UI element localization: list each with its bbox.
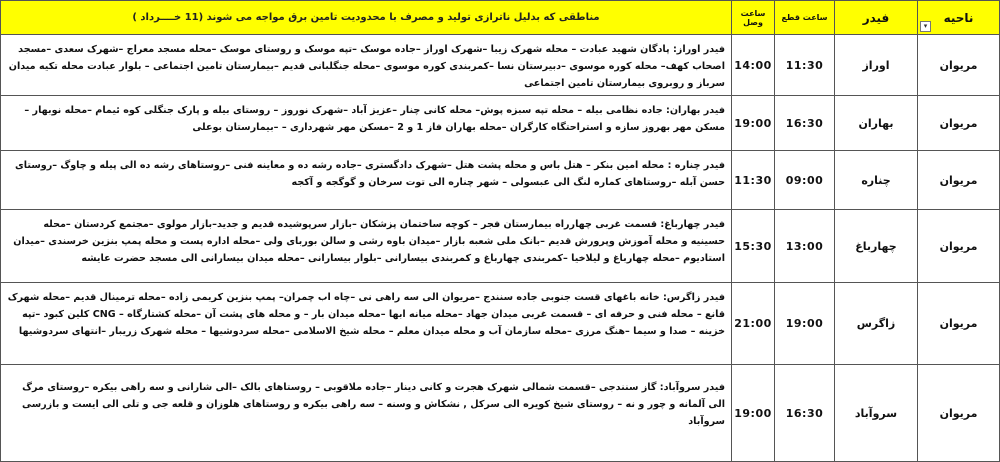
cut-time-cell: 19:00 xyxy=(775,283,835,365)
areas-cell: فیدر چهارباغ: قسمت غربی چهارراه بیمارستان فجر – کوچه ساختمان پزشکان –بازار سرپوشیده قدیم و جدید–بازار مولوی –مجتمع کردستان –محله حسینیه و محله آموزش وپرورش قدیم –بانک ملی شعبه بازار –میدان باوه رشی و سالن بوربای ولی –محله اداره پست و محله پمپ بنزین خرسندی –میدان استادیوم –محله چهارباغ و لیلاخیا –کمربندی چهارباغ و کمربندی بیسارانی –بلوار بیسارانی –محله میدان بیسارانی الی مسجد حضرت عایشه xyxy=(1,210,732,283)
feeder-cell: اوراز xyxy=(835,35,918,96)
table-row xyxy=(1,96,1000,151)
region-cell: مریوان xyxy=(918,283,1000,365)
header-areas-title: مناطقی که بدلیل ناترازی تولید و مصرف با محدودیت تامین برق مواجه می شوند (11 خــــرداد ) xyxy=(1,1,732,35)
region-cell: مریوان xyxy=(918,210,1000,283)
feeder-cell: زاگرس xyxy=(835,283,918,365)
areas-cell: فیدر سروآباد: گاز سنندجی –قسمت شمالی شهرک هجرت و کانی دینار –جاده ملاقوبی – روستاهای بالک –الی شارانی و سه راهی بیکره –روستای مرگ الی آلمانه و چور و نه – روستای شیخ کویره الی سرکل , نشکاش و وسنه – سه راهی بیکره و روستاهای هلوزان و قلعه جی و تلی الی ایست و بازرسی سروآباد xyxy=(1,365,732,462)
areas-cell: فیدر زاگرس: خانه باغهای قست جنوبی جاده سنندج –مریوان الی سه راهی نی –چاه اب چمران– پمپ بنزین کریمی زاده –محله ترمینال قدیم –محله شهرک قانع – محله فنی و حرفه ای – قسمت غربی میدان جهاد –محله میانه ابها –محله میدان بار – و محله های پشت آن –محله کشتارگاه – CNG کلین کبود –تپه خزینه – صدا و سیما –هنگ مرزی –محله سازمان آب و محله میدان معلم – محله شیخ الاسلامی –محله سردوشیها – محله شهرک زریبار –انتهای سردوشیها xyxy=(1,283,732,365)
cut-time-cell: 13:00 xyxy=(775,210,835,283)
table-row xyxy=(1,210,1000,283)
table-row xyxy=(1,365,1000,462)
table-header-row xyxy=(1,1,1000,35)
header-connect-time: ساعت وصل xyxy=(732,1,775,35)
connect-time-cell: 19:00 xyxy=(732,96,775,151)
areas-cell: فیدر اوراز: پادگان شهید عبادت – محله شهرک زیبا –شهرک اوراز –جاده موسک –تپه موسک و روستای موسک –محله مسجد معراج –شهرک سعدی –مسجد اصحاب کهف– محله کوره موسوی –دبیرستان نسا –کمربندی کوره موسوی –محله جنگلبانی قدیم –بیمارستان تامین اجتماعی – بلوار عبادت محله تکیه میدان سرباز و روبروی بیمارستان تامین اجتماعی xyxy=(1,35,732,96)
header-cut-time: ساعت قطع xyxy=(775,1,835,35)
filter-dropdown-icon[interactable]: ▾ xyxy=(920,21,931,32)
table-row xyxy=(1,151,1000,210)
connect-time-cell: 15:30 xyxy=(732,210,775,283)
cut-time-cell: 09:00 xyxy=(775,151,835,210)
header-region xyxy=(918,1,1000,35)
region-cell: مریوان xyxy=(918,35,1000,96)
feeder-cell: چناره xyxy=(835,151,918,210)
region-cell: مریوان xyxy=(918,96,1000,151)
cut-time-cell: 16:30 xyxy=(775,365,835,462)
feeder-cell: بهاران xyxy=(835,96,918,151)
table-row xyxy=(1,283,1000,365)
header-region-label: ناحیه xyxy=(943,10,974,25)
header-feeder: فیدر xyxy=(835,1,918,35)
table-row xyxy=(1,35,1000,96)
region-cell: مریوان xyxy=(918,365,1000,462)
connect-time-cell: 11:30 xyxy=(732,151,775,210)
areas-cell: فیدر بهاران: جاده نظامی بیله – محله تپه سبزه پوش– محله کانی چنار –عزیز آباد –شهرک نوروز – روستای بیله و پارک جنگلی کوه ئیمام –محله نوبهار –مسکن مهر بهروز سازه و استراحتگاه کارگران –محله بهاران فاز 1 و 2 –مسکن مهر شهرداری – –بیمارستان بوعلی xyxy=(1,96,732,151)
areas-cell: فیدر چناره : محله امین بنکر – هتل باس و محله پشت هتل –شهرک دادگستری –جاده رشه ده و معاینه فنی –روستاهای رشه ده الی پیله و چاوگ –روستای حسن آبله –روستاهای کماره لنگ الی عبسولی – شهر چناره الی توت سرخان و گوگجه و آکجه xyxy=(1,151,732,210)
connect-time-cell: 14:00 xyxy=(732,35,775,96)
cut-time-cell: 16:30 xyxy=(775,96,835,151)
connect-time-cell: 19:00 xyxy=(732,365,775,462)
feeder-cell: چهارباغ xyxy=(835,210,918,283)
feeder-cell: سروآباد xyxy=(835,365,918,462)
region-cell: مریوان xyxy=(918,151,1000,210)
cut-time-cell: 11:30 xyxy=(775,35,835,96)
connect-time-cell: 21:00 xyxy=(732,283,775,365)
